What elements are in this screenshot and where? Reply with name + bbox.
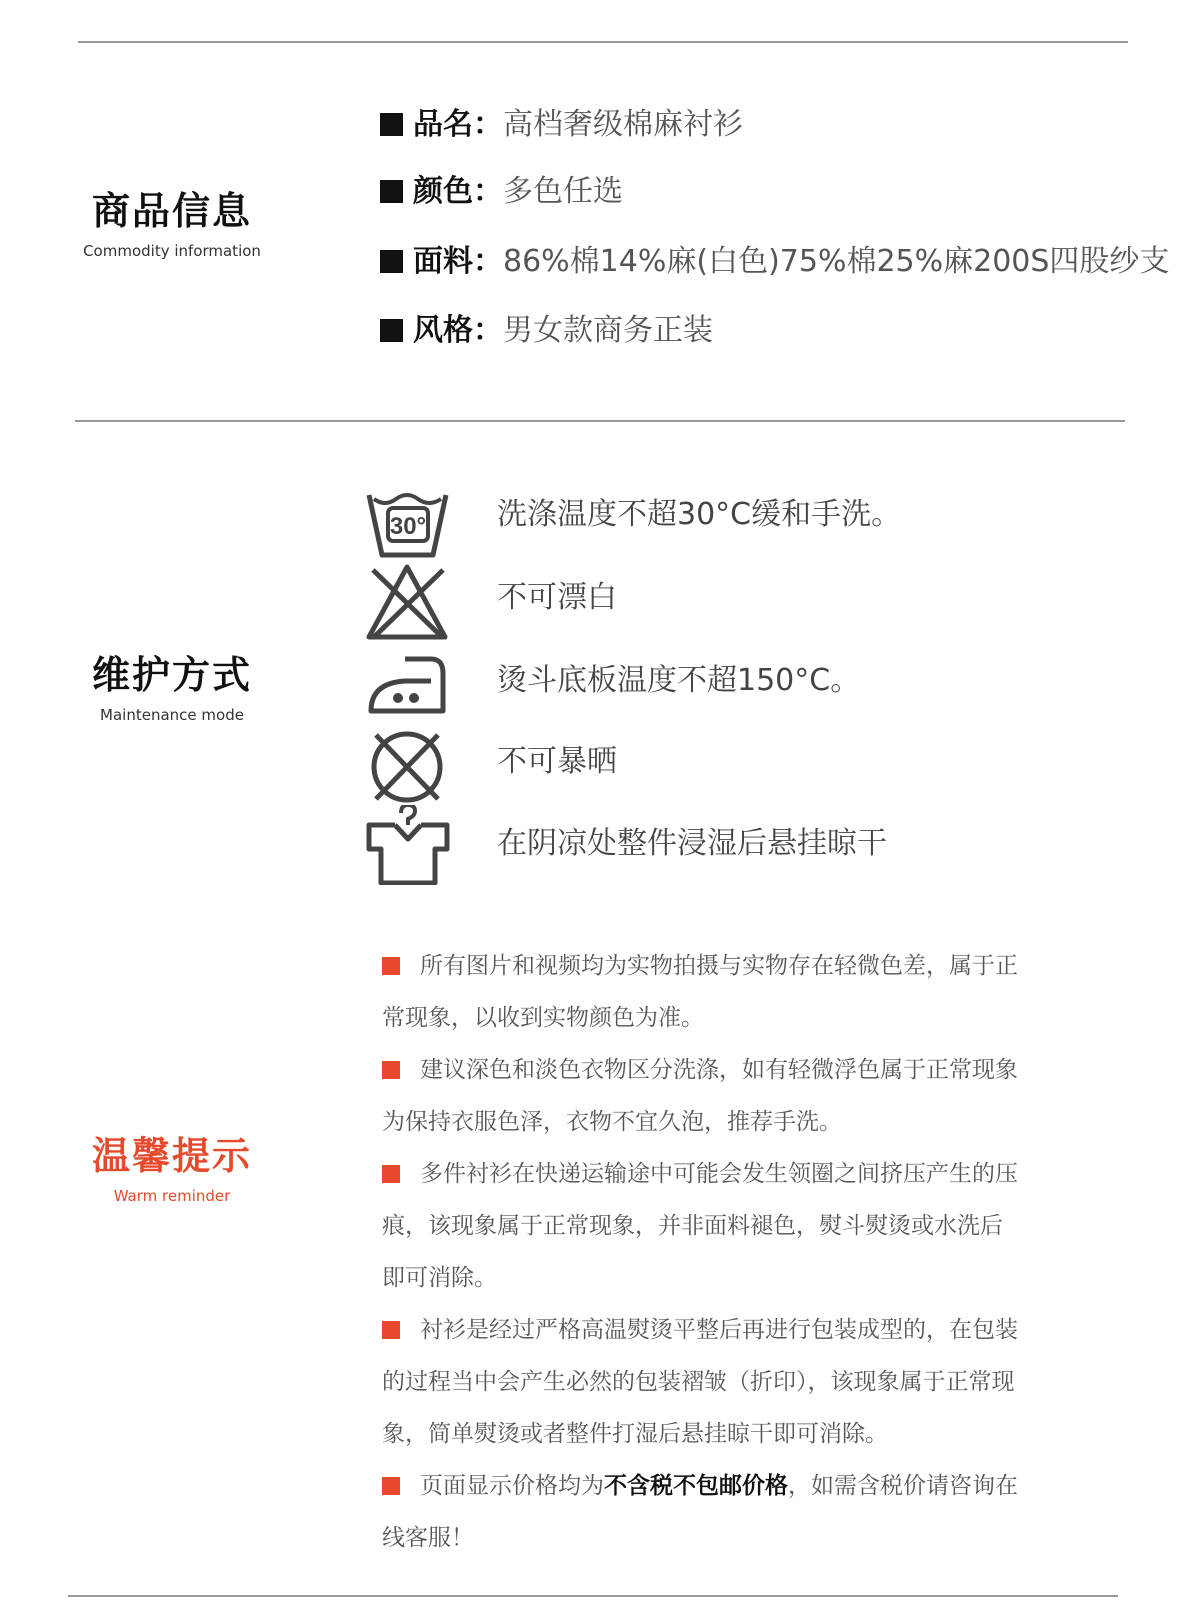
- spec-label: 品名：: [413, 107, 503, 142]
- red-square-icon: [382, 1061, 400, 1079]
- no-bleach-icon: [365, 562, 450, 642]
- section-divider: [75, 420, 1125, 422]
- tip-text-post: ，如需含税价请咨询在线客服！: [382, 1473, 1018, 1551]
- iron-icon: [365, 645, 450, 725]
- black-square-icon: [380, 250, 403, 273]
- tip-text: 多件衬衫在快递运输途中可能会发生领圈之间挤压产生的压痕，该现象属于正常现象，并非面料褪色，熨斗熨烫或水洗后即可消除。: [382, 1161, 1018, 1291]
- reminder-title-cn: 温馨提示: [91, 1134, 252, 1178]
- spec-value: 高档奢级棉麻衬衫: [503, 107, 743, 142]
- spec-row-color: [380, 174, 623, 210]
- black-square-icon: [380, 319, 403, 342]
- tip-item: [382, 1460, 1022, 1564]
- tip-item: [382, 1148, 1022, 1304]
- spec-label: 颜色：: [413, 174, 503, 209]
- red-square-icon: [382, 1477, 400, 1495]
- hang-dry-icon: [365, 805, 450, 885]
- tips-list: [382, 940, 1022, 1564]
- tip-item: [382, 1044, 1022, 1148]
- spec-row-name: [380, 107, 743, 143]
- red-square-icon: [382, 957, 400, 975]
- product-title-cn: 商品信息: [91, 189, 252, 233]
- tip-text: 衬衫是经过严格高温熨烫平整后再进行包装成型的，在包装的过程当中会产生必然的包装褶皱（折印），该现象属于正常现象，简单熨烫或者整件打湿后悬挂晾干即可消除。: [382, 1317, 1018, 1447]
- black-square-icon: [380, 180, 403, 203]
- tip-text-bold: 不含税不包邮价格: [604, 1473, 788, 1499]
- tip-text: 所有图片和视频均为实物拍摄与实物存在轻微色差，属于正常现象，以收到实物颜色为准。: [382, 953, 1018, 1031]
- spec-value: 男女款商务正装: [503, 313, 713, 348]
- spec-row-fabric: [380, 244, 1169, 280]
- red-square-icon: [382, 1165, 400, 1183]
- tip-text-pre: 页面显示价格均为: [420, 1473, 604, 1499]
- care-text-bleach: 不可漂白: [497, 580, 617, 615]
- tip-item: [382, 940, 1022, 1044]
- wash-temp-label: 30°: [389, 513, 427, 540]
- black-square-icon: [380, 113, 403, 136]
- product-title-en: Commodity information: [83, 242, 261, 260]
- care-section-title: [42, 652, 302, 724]
- care-text-wash: 洗涤温度不超30°C缓和手洗。: [497, 497, 902, 532]
- reminder-section-title: [42, 1133, 302, 1205]
- care-title-cn: 维护方式: [91, 653, 252, 697]
- red-square-icon: [382, 1321, 400, 1339]
- product-section-title: [42, 188, 302, 260]
- bottom-divider: [68, 1595, 1118, 1597]
- spec-label: 风格：: [413, 313, 503, 348]
- no-sun-icon: [365, 727, 450, 807]
- care-text-sun: 不可暴晒: [497, 744, 617, 779]
- care-text-iron: 烫斗底板温度不超150°C。: [497, 663, 861, 698]
- care-title-en: Maintenance mode: [100, 706, 244, 724]
- spec-value: 多色任选: [503, 174, 623, 209]
- reminder-title-en: Warm reminder: [113, 1187, 231, 1205]
- care-text-hang: 在阴凉处整件浸湿后悬挂晾干: [497, 826, 887, 861]
- tip-item: [382, 1304, 1022, 1460]
- spec-row-style: [380, 313, 713, 349]
- wash-30-icon: [365, 483, 450, 563]
- spec-value: 86%棉14%麻(白色)75%棉25%麻200S四股纱支: [503, 244, 1170, 279]
- tip-text: 建议深色和淡色衣物区分洗涤，如有轻微浮色属于正常现象为保持衣服色泽，衣物不宜久泡，推荐手洗。: [382, 1057, 1018, 1135]
- top-divider: [78, 41, 1128, 43]
- spec-label: 面料：: [413, 244, 503, 279]
